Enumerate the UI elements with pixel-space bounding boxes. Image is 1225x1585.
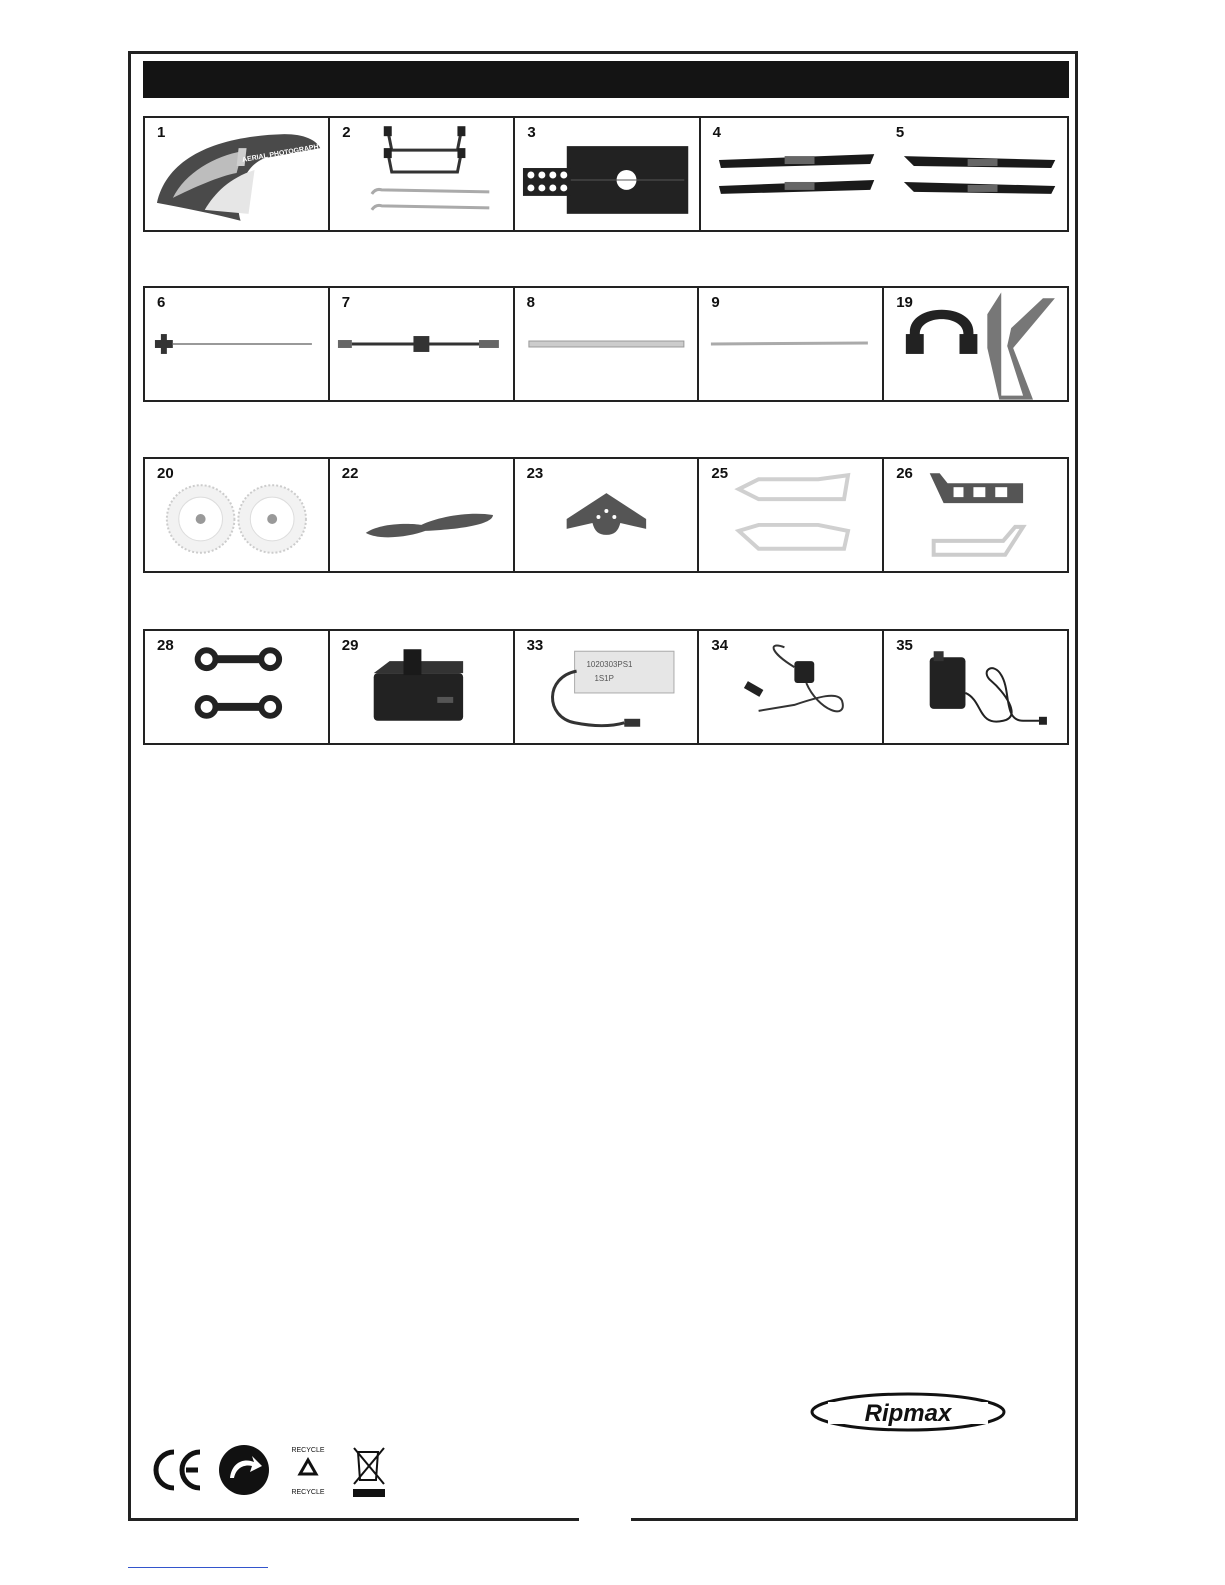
- part-20: [145, 459, 330, 571]
- part-8: [515, 288, 700, 400]
- recycle-icon: [291, 1447, 324, 1496]
- part-9: [699, 288, 884, 400]
- part-number: 7: [341, 294, 351, 311]
- part-number: 9: [711, 294, 720, 311]
- part-number: 20: [157, 465, 174, 482]
- canopy-label: AERIAL PHOTOGRAPHY: [241, 142, 324, 165]
- frame-gap: [579, 1516, 631, 1526]
- part-25: [699, 459, 884, 571]
- weee-bin-icon: [354, 1448, 384, 1496]
- battery-label-1: 1020303PS1: [586, 660, 633, 670]
- tail-boom-icon: [515, 288, 698, 400]
- part-2: [330, 118, 515, 230]
- landing-skid-icon: [330, 118, 513, 230]
- part-number: 2: [342, 124, 351, 141]
- inner-shaft-icon: [145, 288, 328, 400]
- parts-row-2: [143, 286, 1069, 402]
- main-blades-b-icon: [884, 118, 1067, 230]
- part-number: 26: [896, 465, 913, 482]
- recycle-label-bottom: RECYCLE: [291, 1489, 325, 1496]
- part-4: [701, 118, 884, 230]
- parts-row-4: [143, 629, 1069, 745]
- part-35: [884, 631, 1067, 743]
- part-number: 3: [527, 124, 536, 141]
- ripmax-wordmark: Ripmax: [864, 1400, 952, 1427]
- footer-link-underline: [128, 1567, 268, 1568]
- part-number: 28: [157, 637, 174, 654]
- part-number: 25: [711, 465, 729, 482]
- part-number: 5: [895, 124, 905, 141]
- part-number: 22: [341, 465, 359, 482]
- part-34: [699, 631, 884, 743]
- battery-label-2: 1S1P: [594, 674, 614, 684]
- part-1: [145, 118, 330, 230]
- ce-mark-icon: [156, 1452, 200, 1488]
- parts-row-1: [143, 116, 1069, 232]
- part-7: [330, 288, 515, 400]
- green-dot-icon: [219, 1445, 269, 1495]
- part-number: 1: [157, 124, 166, 141]
- tail-rod-icon: [699, 288, 882, 400]
- part-3: [515, 118, 700, 230]
- part-23: [515, 459, 700, 571]
- part-number: 33: [526, 637, 544, 654]
- header-bar: [143, 61, 1069, 98]
- ripmax-logo: [808, 1390, 1008, 1436]
- part-33: [515, 631, 700, 743]
- canopy-icon: [145, 118, 328, 230]
- part-number: 4: [712, 124, 721, 141]
- part-29: [330, 631, 515, 743]
- main-blades-a-icon: [701, 118, 884, 230]
- part-number: 6: [157, 294, 166, 311]
- part-number: 34: [711, 637, 729, 654]
- part-26: [884, 459, 1067, 571]
- part-22: [330, 459, 515, 571]
- main-frame-icon: [515, 118, 698, 230]
- part-28: [145, 631, 330, 743]
- parts-row-3: [143, 457, 1069, 573]
- part-5: [884, 118, 1067, 230]
- page-frame: [128, 51, 1078, 1521]
- recycle-label-top: RECYCLE: [291, 1447, 325, 1454]
- part-19: [884, 288, 1067, 400]
- part-number: 23: [526, 465, 544, 482]
- outer-shaft-icon: [330, 288, 513, 400]
- part-6: [145, 288, 330, 400]
- part-number: 19: [896, 294, 913, 311]
- compliance-marks: [152, 1442, 402, 1500]
- part-number: 8: [526, 294, 535, 311]
- part-number: 35: [896, 637, 913, 654]
- part-number: 29: [341, 637, 359, 654]
